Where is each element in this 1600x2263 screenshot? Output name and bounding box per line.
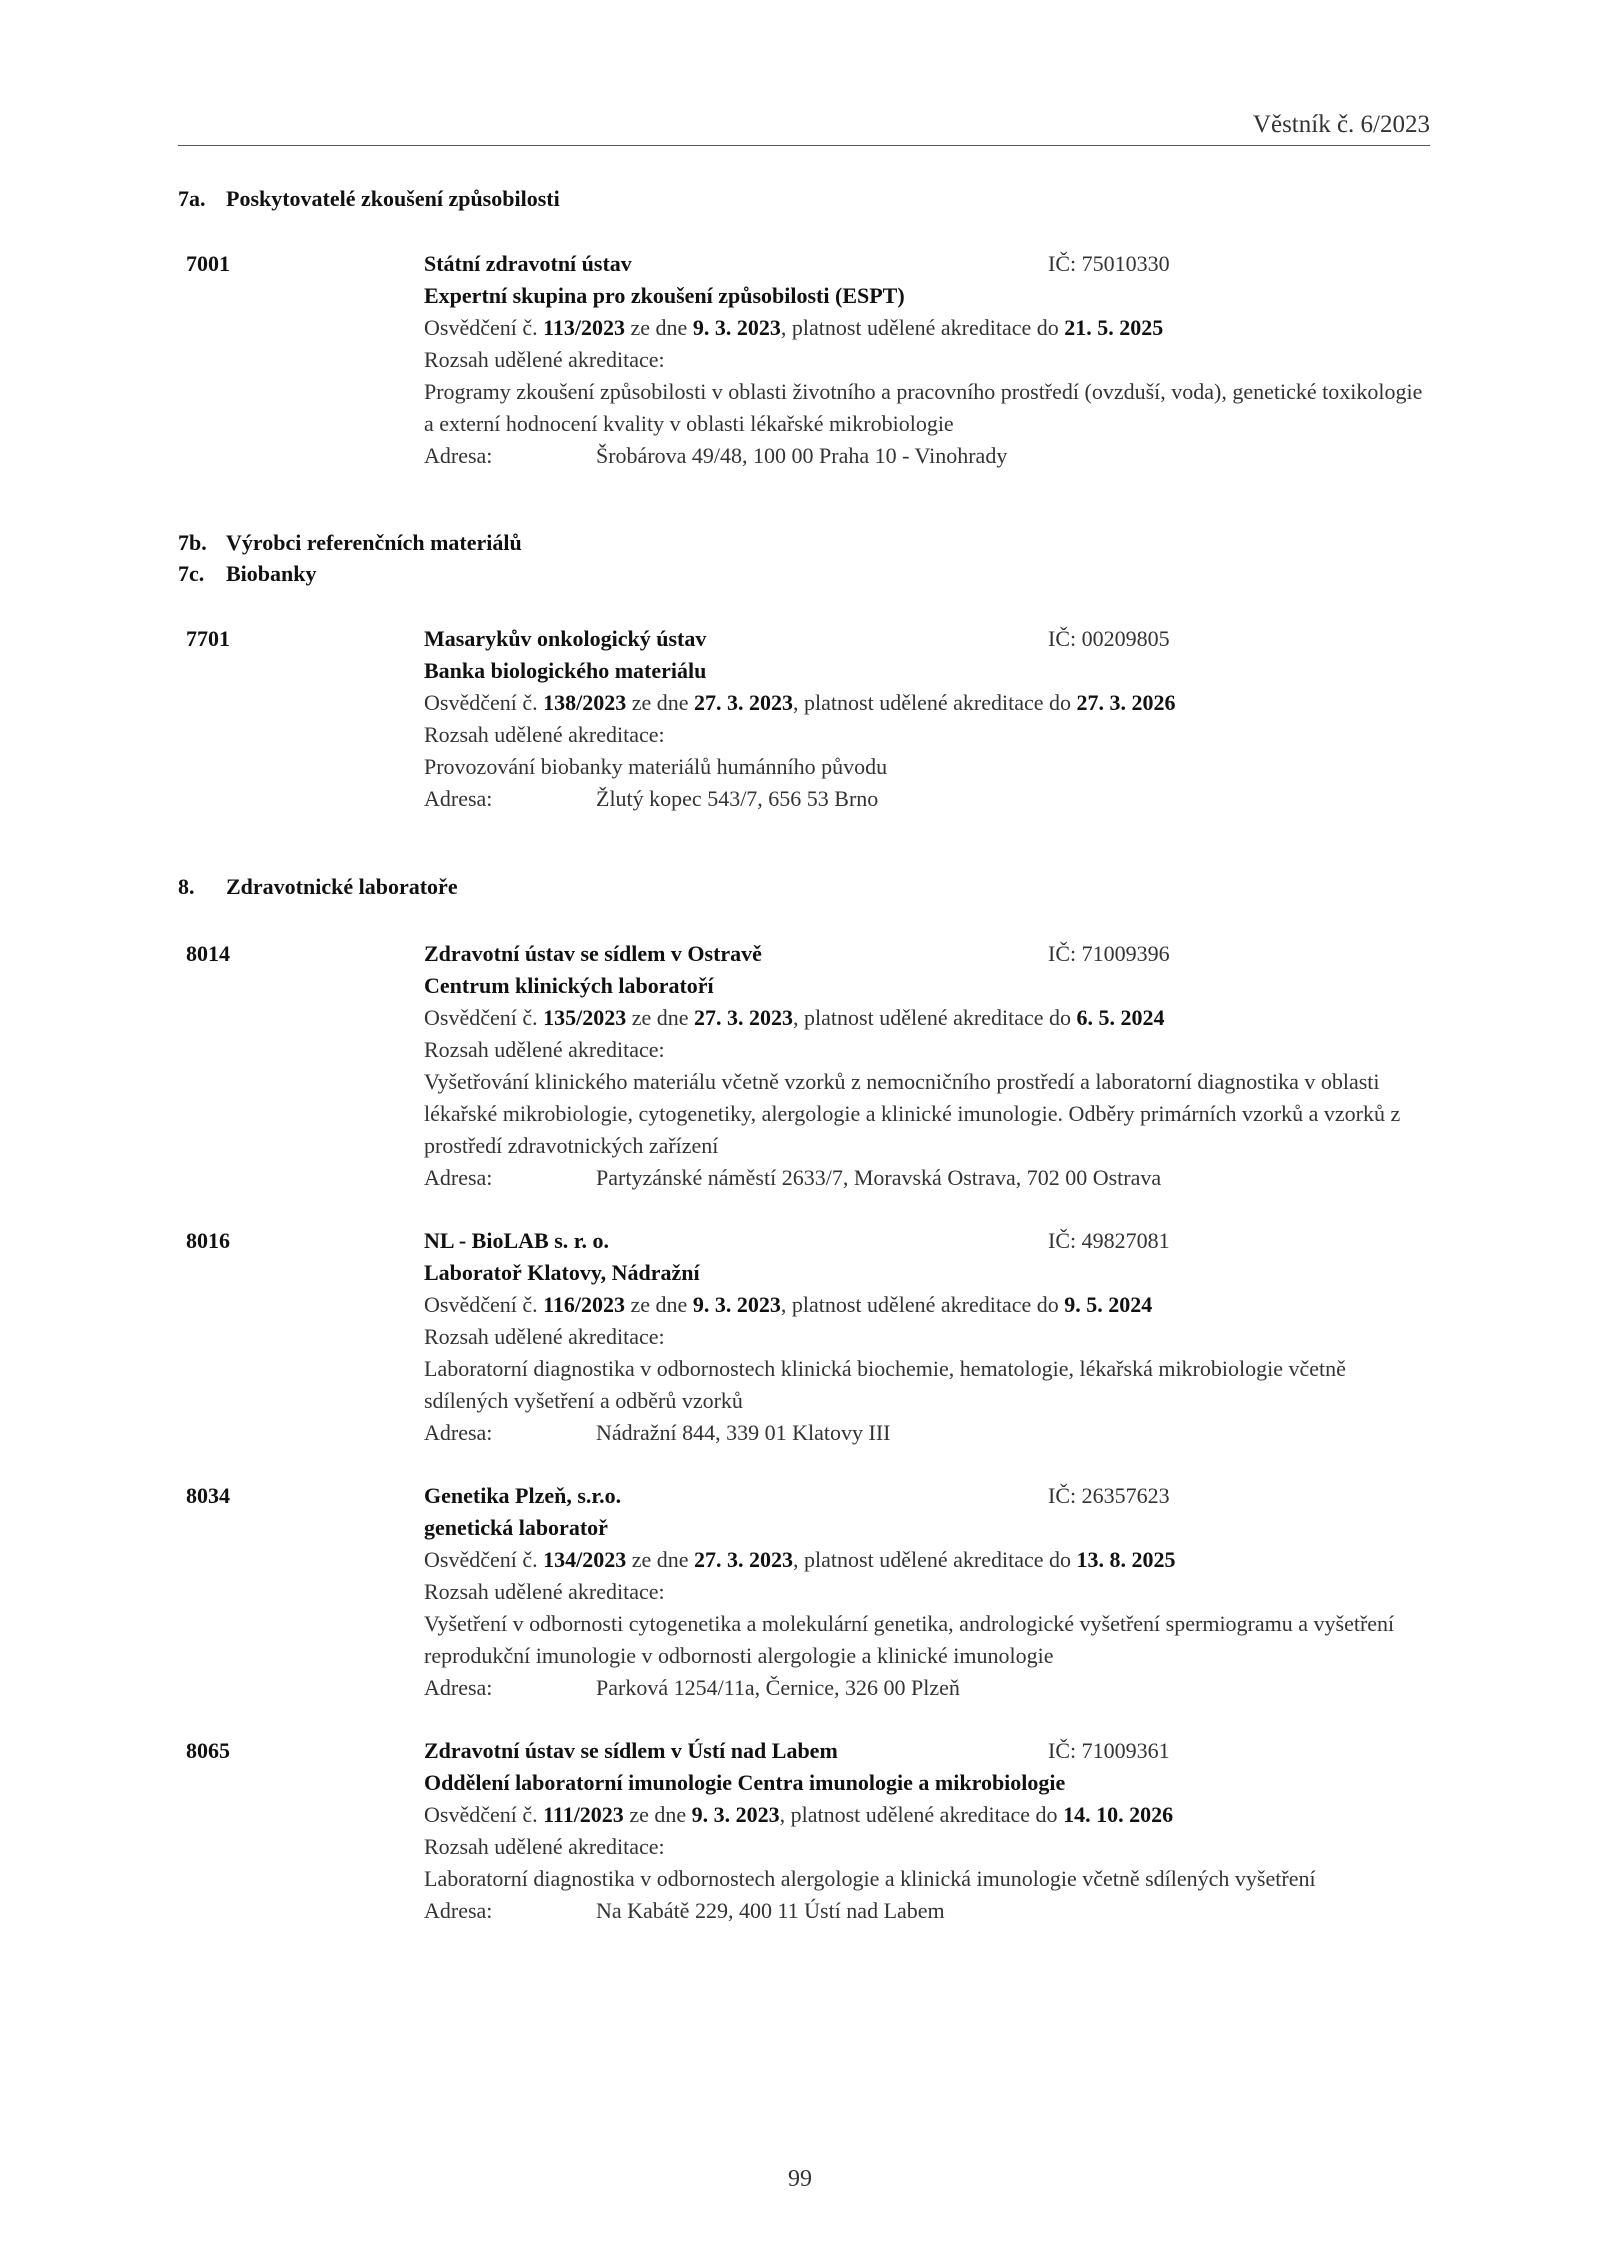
entry-address-line bbox=[424, 1162, 1434, 1194]
section-heading-7c bbox=[178, 561, 317, 587]
cert-date: 9. 3. 2023 bbox=[692, 315, 781, 340]
cert-date-label: ze dne bbox=[629, 1802, 687, 1827]
header-divider bbox=[178, 145, 1430, 146]
cert-number: 111/2023 bbox=[543, 1802, 624, 1827]
address-label: Adresa: bbox=[424, 1165, 493, 1190]
entry-ic: IČ: 71009396 bbox=[1048, 941, 1170, 966]
entry-name-line bbox=[424, 938, 1434, 970]
cert-label: Osvědčení č. bbox=[424, 1547, 538, 1572]
entry-name: Státní zdravotní ústav bbox=[424, 251, 632, 276]
validity-date: 6. 5. 2024 bbox=[1076, 1005, 1165, 1030]
address-label: Adresa: bbox=[424, 1675, 493, 1700]
entry-address: Partyzánské náměstí 2633/7, Moravská Ostrava, 702 00 Ostrava bbox=[596, 1165, 1162, 1190]
cert-date-label: ze dne bbox=[631, 1547, 689, 1572]
entry-code: 7701 bbox=[186, 626, 230, 651]
entry-scope: Vyšetření v odbornosti cytogenetika a molekulární genetika, andrologické vyšetření spermiogramu a vyšetření reprodukční imunologie v odbornosti alergologie a klinické imunologie bbox=[424, 1611, 1395, 1668]
page-number: 99 bbox=[788, 2166, 812, 2192]
entry-ic: IČ: 71009361 bbox=[1048, 1738, 1170, 1763]
validity-date: 27. 3. 2026 bbox=[1076, 690, 1176, 715]
entry-code: 8014 bbox=[186, 941, 230, 966]
section-title: Výrobci referenčních materiálů bbox=[226, 530, 522, 555]
cert-label: Osvědčení č. bbox=[424, 690, 538, 715]
cert-number: 116/2023 bbox=[543, 1292, 626, 1317]
validity-label: , platnost udělené akreditace do bbox=[780, 315, 1059, 340]
entry-certificate bbox=[424, 1002, 1434, 1034]
scope-label: Rozsah udělené akreditace: bbox=[424, 1834, 665, 1859]
entry-address-line bbox=[424, 1672, 1434, 1704]
cert-date-label: ze dne bbox=[630, 1292, 688, 1317]
cert-date-label: ze dne bbox=[631, 1005, 689, 1030]
entry-name-line bbox=[424, 1735, 1434, 1767]
entry-address: Žlutý kopec 543/7, 656 53 Brno bbox=[596, 786, 879, 811]
entry-code: 8034 bbox=[186, 1483, 230, 1508]
entry-code: 8016 bbox=[186, 1228, 230, 1253]
entry-name: Masarykův onkologický ústav bbox=[424, 626, 707, 651]
entry-name: Genetika Plzeň, s.r.o. bbox=[424, 1483, 622, 1508]
scope-label: Rozsah udělené akreditace: bbox=[424, 1579, 665, 1604]
cert-date: 27. 3. 2023 bbox=[694, 1547, 794, 1572]
entry-certificate bbox=[424, 687, 1434, 719]
entry-address: Šrobárova 49/48, 100 00 Praha 10 - Vinohrady bbox=[596, 443, 1008, 468]
entry-certificate bbox=[424, 1544, 1434, 1576]
section-number: 7a. bbox=[178, 186, 206, 211]
cert-date: 27. 3. 2023 bbox=[694, 690, 794, 715]
validity-date: 9. 5. 2024 bbox=[1064, 1292, 1153, 1317]
address-label: Adresa: bbox=[424, 443, 493, 468]
entry-scope: Vyšetřování klinického materiálu včetně vzorků z nemocničního prostředí a laboratorní diagnostika v oblasti lékařské mikrobiologie, cytogenetiky, alergologie a klinické imunologie. Odběry primárních vzorků a vzorků z prostředí zdravotnických zařízení bbox=[424, 1069, 1401, 1158]
section-number: 8. bbox=[178, 874, 195, 899]
entry-name-line bbox=[424, 623, 1434, 655]
section-title: Poskytovatelé zkoušení způsobilosti bbox=[226, 186, 560, 211]
entry-unit: Expertní skupina pro zkoušení způsobilosti (ESPT) bbox=[424, 283, 905, 308]
entry-scope: Laboratorní diagnostika v odbornostech klinická biochemie, hematologie, lékařská mikrobiologie včetně sdílených vyšetření a odběrů vzorků bbox=[424, 1356, 1346, 1413]
cert-date: 9. 3. 2023 bbox=[692, 1292, 781, 1317]
entry-ic: IČ: 49827081 bbox=[1048, 1228, 1170, 1253]
entry-name-line bbox=[424, 248, 1434, 280]
section-title: Zdravotnické laboratoře bbox=[226, 874, 458, 899]
section-heading-8 bbox=[178, 874, 458, 900]
entry-unit: Banka biologického materiálu bbox=[424, 658, 707, 683]
entry-ic: IČ: 00209805 bbox=[1048, 626, 1170, 651]
validity-label: , platnost udělené akreditace do bbox=[780, 1292, 1059, 1317]
validity-label: , platnost udělené akreditace do bbox=[779, 1802, 1058, 1827]
cert-date-label: ze dne bbox=[631, 690, 689, 715]
entry-ic: IČ: 75010330 bbox=[1048, 251, 1170, 276]
entry-name: Zdravotní ústav se sídlem v Ústí nad Labem bbox=[424, 1738, 838, 1763]
entry-unit: Oddělení laboratorní imunologie Centra imunologie a mikrobiologie bbox=[424, 1770, 1066, 1795]
section-heading-7a bbox=[178, 186, 560, 212]
entry-code: 7001 bbox=[186, 251, 230, 276]
cert-date: 9. 3. 2023 bbox=[691, 1802, 780, 1827]
cert-label: Osvědčení č. bbox=[424, 1292, 538, 1317]
cert-label: Osvědčení č. bbox=[424, 1005, 538, 1030]
cert-number: 135/2023 bbox=[543, 1005, 627, 1030]
entry-address-line bbox=[424, 1895, 1434, 1927]
validity-date: 14. 10. 2026 bbox=[1063, 1802, 1174, 1827]
entry-address: Na Kabátě 229, 400 11 Ústí nad Labem bbox=[596, 1898, 945, 1923]
scope-label: Rozsah udělené akreditace: bbox=[424, 1037, 665, 1062]
cert-label: Osvědčení č. bbox=[424, 1802, 538, 1827]
scope-label: Rozsah udělené akreditace: bbox=[424, 1324, 665, 1349]
entry-name-line bbox=[424, 1225, 1434, 1257]
entry-code: 8065 bbox=[186, 1738, 230, 1763]
validity-label: , platnost udělené akreditace do bbox=[793, 690, 1071, 715]
entry-name: Zdravotní ústav se sídlem v Ostravě bbox=[424, 941, 762, 966]
validity-label: , platnost udělené akreditace do bbox=[793, 1005, 1071, 1030]
entry-address-line bbox=[424, 440, 1434, 472]
section-heading-7b bbox=[178, 530, 522, 556]
cert-number: 113/2023 bbox=[543, 315, 626, 340]
address-label: Adresa: bbox=[424, 1898, 493, 1923]
entry-certificate bbox=[424, 1799, 1434, 1831]
entry-address: Nádražní 844, 339 01 Klatovy III bbox=[596, 1420, 891, 1445]
cert-label: Osvědčení č. bbox=[424, 315, 538, 340]
scope-label: Rozsah udělené akreditace: bbox=[424, 347, 665, 372]
address-label: Adresa: bbox=[424, 786, 493, 811]
validity-date: 13. 8. 2025 bbox=[1076, 1547, 1176, 1572]
entry-name: NL - BioLAB s. r. o. bbox=[424, 1228, 610, 1253]
validity-date: 21. 5. 2025 bbox=[1064, 315, 1164, 340]
entry-name-line bbox=[424, 1480, 1434, 1512]
bulletin-title: Věstník č. 6/2023 bbox=[1252, 111, 1430, 138]
section-number: 7c. bbox=[178, 561, 205, 586]
section-title: Biobanky bbox=[226, 561, 317, 586]
entry-unit: Centrum klinických laboratoří bbox=[424, 973, 714, 998]
entry-scope: Programy zkoušení způsobilosti v oblasti životního a pracovního prostředí (ovzduší, voda), genetické toxikologie a externí hodnocení kvality v oblasti lékařské mikrobiologie bbox=[424, 379, 1423, 436]
entry-certificate bbox=[424, 312, 1434, 344]
entry-address: Parková 1254/11a, Černice, 326 00 Plzeň bbox=[596, 1675, 960, 1700]
cert-date-label: ze dne bbox=[630, 315, 688, 340]
entry-unit: genetická laboratoř bbox=[424, 1515, 608, 1540]
section-number: 7b. bbox=[178, 530, 207, 555]
address-label: Adresa: bbox=[424, 1420, 493, 1445]
entry-certificate bbox=[424, 1289, 1434, 1321]
entry-address-line bbox=[424, 783, 1434, 815]
cert-number: 138/2023 bbox=[543, 690, 627, 715]
entry-address-line bbox=[424, 1417, 1434, 1449]
entry-scope: Provozování biobanky materiálů humánního původu bbox=[424, 754, 888, 779]
validity-label: , platnost udělené akreditace do bbox=[793, 1547, 1071, 1572]
entry-scope: Laboratorní diagnostika v odbornostech alergologie a klinická imunologie včetně sdílených vyšetření bbox=[424, 1866, 1316, 1891]
cert-date: 27. 3. 2023 bbox=[694, 1005, 794, 1030]
entry-ic: IČ: 26357623 bbox=[1048, 1483, 1170, 1508]
cert-number: 134/2023 bbox=[543, 1547, 627, 1572]
entry-unit: Laboratoř Klatovy, Nádražní bbox=[424, 1260, 700, 1285]
scope-label: Rozsah udělené akreditace: bbox=[424, 722, 665, 747]
